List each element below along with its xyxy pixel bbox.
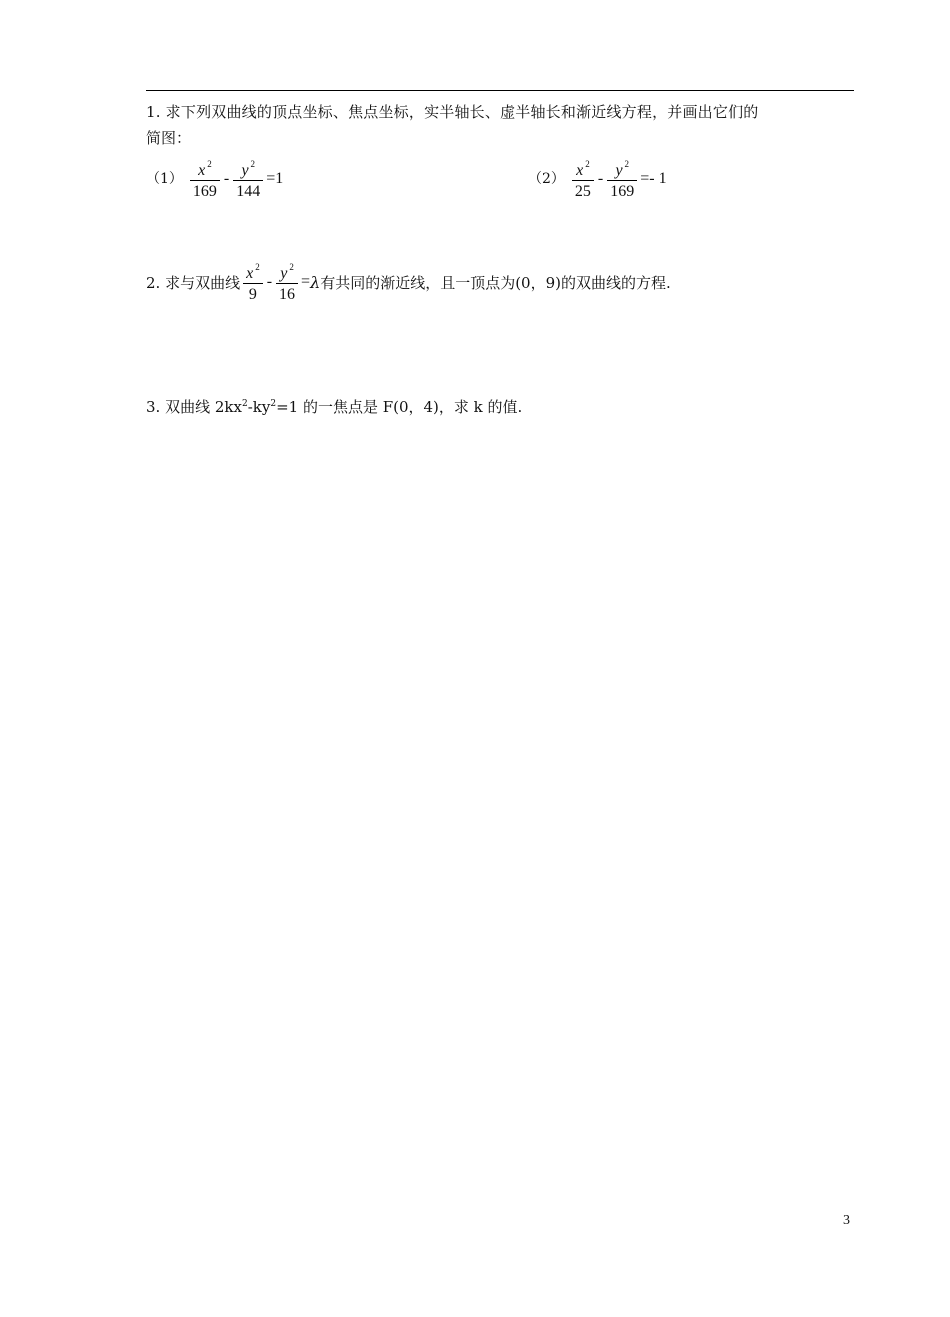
- equation-label: （1）: [146, 171, 183, 187]
- problem-2: [146, 258, 671, 306]
- fraction-x: $\frac{x ^2}{169}$: [190, 155, 220, 203]
- problem-2-prefix: 2. 求与双曲线: [146, 273, 241, 292]
- problem-2-suffix: 有共同的渐近线，且一顶点为(0，9)的双曲线的方程.: [320, 273, 671, 292]
- equation-rhs: =1: [266, 170, 284, 187]
- problem-1-text-cont: 简图：: [146, 129, 192, 147]
- equation-2: [528, 155, 667, 203]
- minus-sign: -: [266, 273, 273, 290]
- minus-sign: -: [223, 170, 230, 187]
- equation-rhs: =- 1: [640, 170, 667, 187]
- fraction-y: $\frac{y ^2}{169}$: [607, 155, 637, 203]
- lambda-symbol: λ: [310, 272, 321, 292]
- problem-1-text: 1. 求下列双曲线的顶点坐标、焦点坐标，实半轴长、虚半轴长和渐近线方程，并画出它们的: [146, 103, 759, 121]
- equation-label: （2）: [528, 171, 565, 187]
- equation-1: [146, 155, 283, 203]
- page-number: 3: [843, 1213, 850, 1228]
- problem-3: 3. 双曲线 $2kx^2-ky^2=1$ 的一焦点是 F(0，4)，求 k 的值.: [146, 398, 523, 416]
- header-rule: [146, 90, 854, 91]
- fraction-y: $\frac{y ^2}{144}$: [233, 155, 263, 203]
- fraction-x: $\frac{x ^2}{9}$: [243, 258, 263, 306]
- fraction-y: $\frac{y ^2}{16}$: [276, 258, 298, 306]
- equals-sign: =: [301, 273, 311, 290]
- minus-sign: -: [597, 170, 604, 187]
- fraction-x: $\frac{x ^2}{25}$: [572, 155, 594, 203]
